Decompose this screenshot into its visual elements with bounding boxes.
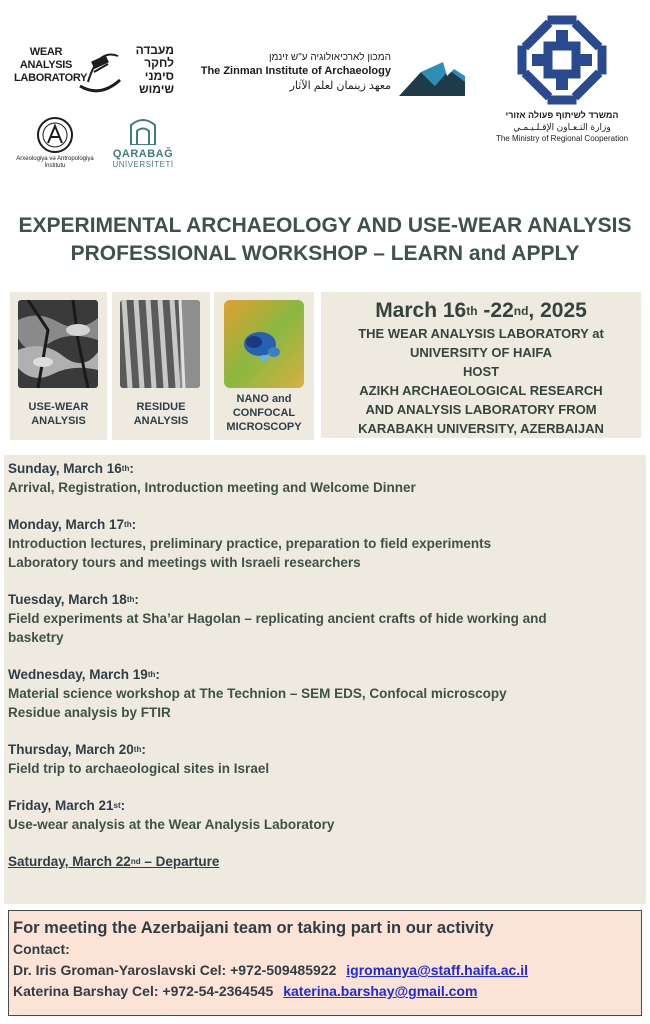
day-activity: Material science workshop at The Technion – SEM EDS, Confocal microscopy — [8, 686, 507, 701]
zinman-english-name: The Zinman Institute of Archaeology — [200, 65, 391, 77]
day-heading: Monday, March 17th: — [8, 517, 137, 532]
host-line: UNIVERSITY OF HAIFA — [409, 345, 553, 360]
event-info-box — [321, 292, 641, 438]
qarabag-subname: UNİVERSİTETİ — [112, 160, 174, 169]
zinman-mountain-icon — [399, 62, 465, 96]
wear-lab-emblem-icon — [74, 42, 126, 98]
day-heading: Friday, March 21st: — [8, 798, 126, 813]
schedule-day-friday — [8, 796, 642, 834]
qarabag-university-logo — [108, 115, 178, 177]
feature-label: RESIDUE ANALYSIS — [133, 401, 189, 427]
wear-lab-hebrew-name: מעבדה לחקר סימני שימוש — [135, 43, 174, 96]
day-heading: Saturday, March 22nd – Departure — [8, 854, 220, 869]
schedule — [4, 455, 646, 904]
event-dates: March 16th -22nd, 2025 — [375, 299, 587, 322]
contact-person-details: Katerina Barshay Cel: +972-54-2364545 — [13, 983, 274, 999]
aai-name: Arxeologiya və Antropologiya İnstitutu — [16, 156, 94, 169]
contact-email-link[interactable]: igromanya@staff.haifa.ac.il — [346, 962, 528, 978]
host-line: AND ANALYSIS LABORATORY FROM — [365, 402, 597, 417]
feature-confocal — [214, 292, 314, 440]
aai-seal-icon — [36, 116, 74, 154]
schedule-day-wednesday — [8, 665, 642, 722]
archaeology-anthropology-institute-logo — [10, 116, 100, 176]
schedule-day-monday — [8, 515, 642, 572]
contact-box — [8, 910, 642, 1016]
qarabag-name: QARABAĞ — [112, 148, 174, 160]
feature-residue — [112, 292, 210, 440]
zinman-arabic-name: معهد زينمان لعلم الآثار — [289, 80, 391, 92]
day-heading: Thursday, March 20th: — [8, 742, 146, 757]
qarabag-building-icon — [129, 115, 157, 145]
day-heading: Sunday, March 16th: — [8, 461, 134, 476]
wear-analysis-lab-logo — [14, 40, 174, 100]
day-activity: Use-wear analysis at the Wear Analysis Laboratory — [8, 817, 335, 832]
zinman-hebrew-name: המכון לארכיאולוגיה ע"ש זינמן — [268, 52, 391, 63]
zinman-institute-logo — [195, 52, 465, 102]
day-activity: Laboratory tours and meetings with Israeli researchers — [8, 555, 361, 570]
day-activity: Residue analysis by FTIR — [8, 705, 171, 720]
contact-email-link[interactable]: katerina.barshay@gmail.com — [283, 983, 478, 999]
feature-label: USE-WEAR ANALYSIS — [28, 401, 89, 427]
title-line-2: PROFESSIONAL WORKSHOP – LEARN and APPLY — [70, 242, 580, 265]
residue-micrograph-image — [120, 300, 200, 388]
day-activity: Introduction lectures, preliminary practice, preparation to field experiments — [8, 536, 492, 551]
day-activity: Arrival, Registration, Introduction meeting and Welcome Dinner — [8, 480, 416, 495]
schedule-day-thursday — [8, 740, 642, 778]
ministry-regional-cooperation-logo — [492, 14, 632, 149]
ministry-star-emblem-icon — [516, 14, 608, 106]
wear-lab-english-name: WEAR ANALYSIS LABORATORY — [14, 46, 88, 84]
schedule-day-sunday — [8, 459, 642, 497]
host-line: AZIKH ARCHAEOLOGICAL RESEARCH — [359, 383, 603, 398]
contact-person-details: Dr. Iris Groman-Yaroslavski Cel: +972-509485922 — [13, 962, 337, 978]
ministry-english-name: The Ministry of Regional Cooperation — [495, 134, 629, 143]
feature-label: NANO and CONFOCAL MICROSCOPY — [226, 393, 302, 433]
ministry-arabic-name: وزارة التـعـاون الإقـلـيـمـي — [513, 122, 611, 132]
host-line: HOST — [462, 364, 500, 379]
day-activity: Field experiments at Sha’ar Hagolan – replicating ancient crafts of hide working and — [8, 611, 547, 626]
schedule-day-tuesday — [8, 590, 642, 647]
host-line: THE WEAR ANALYSIS LABORATORY at — [358, 326, 604, 341]
contact-heading: For meeting the Azerbaijani team or taking part in our activity — [13, 919, 494, 937]
host-line: KARABAKH UNIVERSITY, AZERBAIJAN — [358, 421, 604, 436]
title-line-1: EXPERIMENTAL ARCHAEOLOGY AND USE-WEAR ANALYSIS — [18, 214, 632, 237]
day-activity: basketry — [8, 630, 64, 645]
contact-person — [13, 960, 637, 981]
contact-person — [13, 981, 637, 1002]
contact-label: Contact: — [13, 941, 70, 957]
workshop-title — [0, 212, 650, 268]
day-heading: Tuesday, March 18th: — [8, 592, 139, 607]
use-wear-micrograph-image — [18, 300, 98, 388]
confocal-topography-image — [224, 300, 304, 388]
feature-use-wear — [10, 292, 107, 440]
day-heading: Wednesday, March 19th: — [8, 667, 160, 682]
schedule-day-saturday — [8, 852, 642, 871]
day-activity: Field trip to archaeological sites in Israel — [8, 761, 270, 776]
ministry-hebrew-name: המשרד לשיתוף פעולה אזורי — [505, 110, 619, 120]
